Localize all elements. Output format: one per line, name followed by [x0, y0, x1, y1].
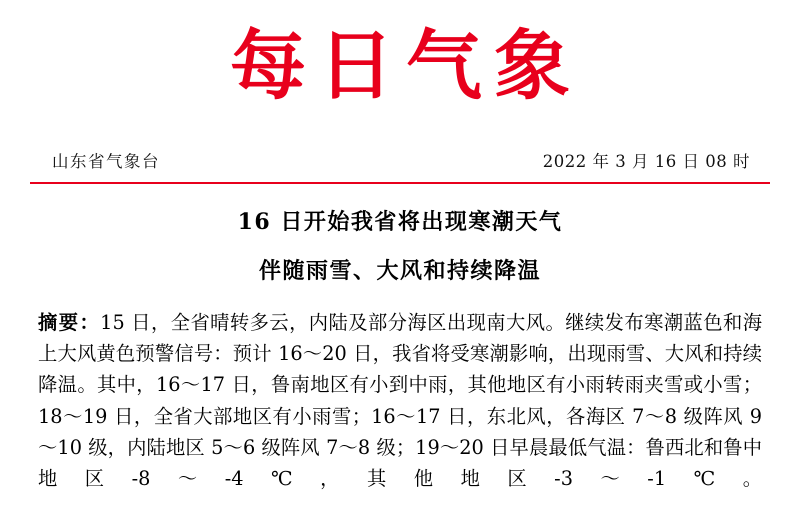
abstract-label: 摘要： [38, 310, 101, 334]
abstract-text: 15 日，全省晴转多云，内陆及部分海区出现南大风。继续发布寒潮蓝色和海上大风黄色预警信号：预计 16～20 日，我省将受寒潮影响，出现雨雪、大风和持续降温。其中，16～17 日，鲁南地区有小到中雨，其他地区有小雨转雨夹雪或小雪；18～19 日，全省大部地区有小雨雪；16～17 日，东北风，各海区 7～8 级阵风 9～10 级，内陆地区 5～6 级阵风 7～8 级；19～20 日早晨最低气温：鲁西北和鲁中地区-8～-4℃，其他地区-3～-1℃。 [38, 310, 762, 491]
masthead-title: 每日气象 [230, 21, 582, 110]
issuer-label: 山东省气象台 [52, 151, 160, 171]
header-divider [30, 182, 770, 184]
abstract-block [30, 307, 770, 495]
page-title: 16 日开始我省将出现寒潮天气 [237, 208, 563, 235]
meta-row [30, 148, 770, 172]
issue-datetime: 2022 年 3 月 16 日 08 时 [542, 151, 750, 171]
page-subtitle: 伴随雨雪、大风和持续降温 [258, 257, 541, 284]
